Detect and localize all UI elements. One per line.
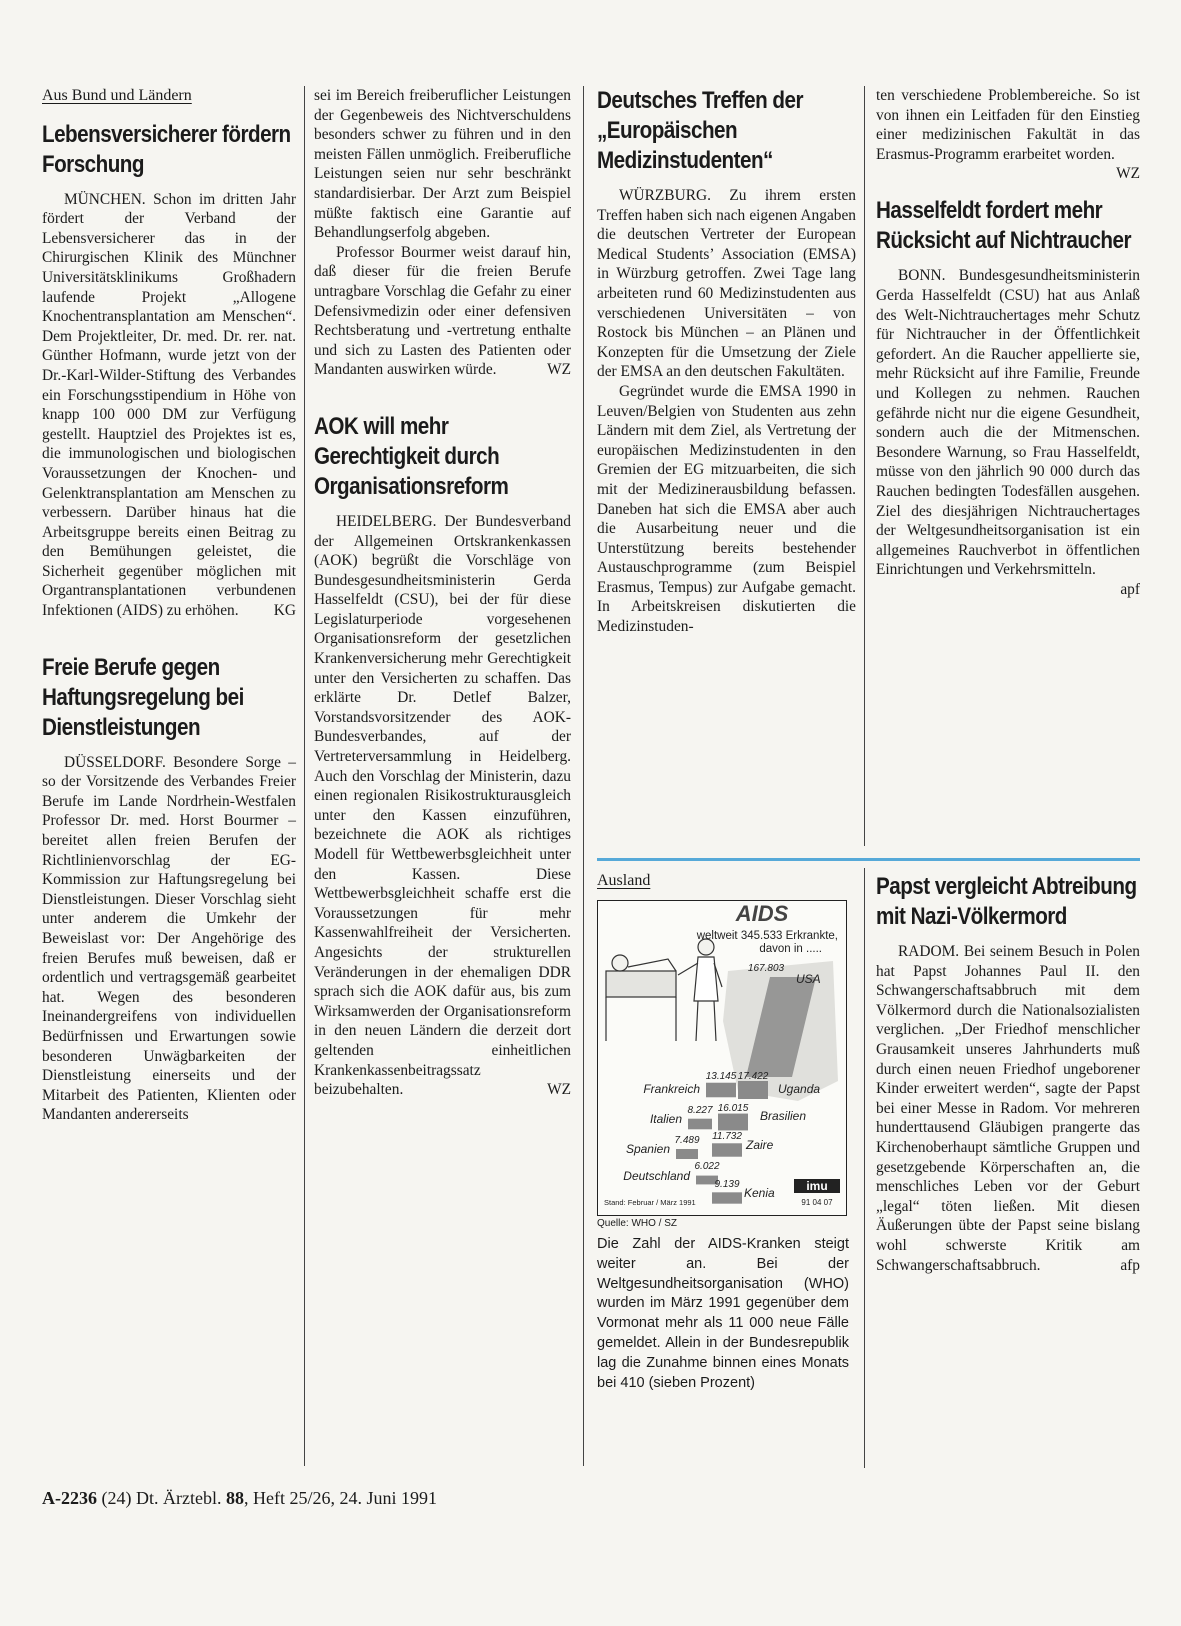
headline-medizinstudenten: Deutsches Treffen der „Europäischen Medizinstudenten“ [597, 87, 803, 174]
headline-aok: AOK will mehr Gerechtigkeit durch Organisationsreform [314, 412, 509, 500]
journal-volume: 88 [225, 1488, 244, 1508]
logo-text: imu [806, 1179, 828, 1193]
signature: WZ [547, 361, 571, 379]
signature: WZ [547, 1081, 571, 1099]
section-label: Aus Bund und Ländern [42, 87, 192, 104]
value-label-spanien: 7.489 [674, 1135, 700, 1146]
article-paragraph: MÜNCHEN. Schon im dritten Jahr fördert der Verband der Lebensversicherer das in der Chirurgischen Klinik des Münchner Universitätsklinikums Großhadern laufende Projekt „Allogene Knochentransplantation am Menschen“. Dem Projektleiter, Dr. med. Dr. rer. nat. Günther Hofmann, wurde jetzt von der Dr.-Karl-Wilder-Stiftung des Verbandes ein Forschungsstipendium in Höhe von knapp 100 000 DM zur Verfügung gestellt. Hauptziel des Projektes ist es, die immunologischen und biologischen Voraussetzungen der Knochen- und Gelenktransplantation am Menschen zu verbessern. Darüber hinaus hat die Arbeitsgruppe bereits einen Beitrag zu den Bemühungen geleistet, die Sicherheit gegenüber möglichen mit Organtransplantationen verbundenen Infektionen (AIDS) zu erhöhen. KG [42, 190, 296, 620]
value-label-italien: 8.227 [687, 1105, 713, 1116]
column-4 [876, 86, 1140, 599]
section-label-ausland: Ausland [597, 872, 651, 889]
article-paragraph: WÜRZBURG. Zu ihrem ersten Treffen haben sich nach eigenen Angaben die deutschen Vertreter der European Medical Students’ Association (EMSA) in Würzburg getroffen. Zwei Tage lang arbeiteten rund 60 Medizinstudenten aus verschiedenen Universitäten – von Rostock bis München – an Plänen und Konzepten für die Umsetzung der Ziele der EMSA an den deutschen Fakultäten. [597, 187, 856, 381]
column-rule-2 [583, 86, 584, 1466]
bar-uganda [738, 1081, 768, 1099]
bar-zaire [712, 1143, 742, 1156]
column-rule-1 [304, 86, 305, 1466]
article-paragraph: DÜSSELDORF. Besondere Sorge – so der Vorsitzende des Verbandes Freier Berufe im Lande Nordrhein-Westfalen Professor Dr. med. Horst Bourmer – bereitet allen freien Berufen der Richtlinienvorschlag der EG-Kommission zur Haftungsregelung bei Dienstleistungen. Dieser Vorschlag sieht unter anderem die Umkehr der Beweislast vor: Der Angehörige des freien Berufes muß beweisen, daß er ordentlich und vertragsgemäß gearbeitet hat. Wegen des besonderen Ineinandergreifens von individuellen Bedürfnissen und Erwartungen sowie besonderen Unwägbarkeiten der Dienstleistung einerseits und der Mitarbeit des Patienten, Klienten oder Mandanten andererseits [42, 753, 296, 1124]
chart-subtitle-line-2: davon in ..... [759, 943, 822, 955]
headline-hasselfeldt: Hasselfeldt fordert mehr Rücksicht auf Nichtraucher [876, 197, 1131, 255]
column-2 [314, 86, 571, 1100]
section-divider [597, 858, 1140, 861]
bar-spanien [676, 1149, 698, 1159]
column-rule-4 [864, 868, 865, 1468]
signature: KG [273, 602, 296, 620]
category-label-spanien: Spanien [625, 1142, 670, 1156]
category-label-zaire: Zaire [746, 1138, 774, 1152]
chart-stand: Stand: Februar / März 1991 [604, 1198, 696, 1207]
headline-freie-berufe: Freie Berufe gegen Haftungsregelung bei Dienstleistungen [42, 653, 244, 741]
article-paragraph: BONN. Bundesgesundheitsministerin Gerda Hasselfeldt (CSU) hat aus Anlaß des Welt-Nichtrauchertages mehr Schutz für Nichtraucher in der Öffentlichkeit gefordert. An die Raucher appellierte sie, mehr Rücksicht auf ihre Familie, Freunde und Kollegen zu nehmen. Rauchen gefährde nicht nur die eigene Gesundheit, sondern auch die der Mitmenschen. Besondere Warnung, so Frau Hasselfeldt, müsse von den jährlich 90 000 durch das Rauchen bedingten Todesfällen ausgehen. Ziel des diesjährigen Nichtrauchertages der Weltgesundheitsorganisation ist ein allgemeines Rauchverbot in öffentlichen Einrichtungen und Verkehrsmitteln. apf [876, 267, 1140, 598]
value-label-usa: 167.803 [747, 963, 785, 974]
column-rule-3 [864, 86, 865, 846]
article-paragraph: sei im Bereich freiberuflicher Leistungen der Gegenbeweis des Nichtverschuldens besonders schwer zu führen und in den meisten Fällen unmöglich. Freiberufliche Leistungen seien nur sehr beschränkt standardisierbar. Der Arzt zum Beispiel müßte faktisch eine Garantie auf Behandlungserfolg abgeben. [314, 87, 571, 242]
category-label-kenia: Kenia [744, 1186, 775, 1200]
headline-lebensversicherer: Lebensversicherer fördern Forschung [42, 120, 291, 178]
bar-italien [688, 1119, 712, 1130]
illustration-patient-doctor [606, 939, 722, 1041]
ausland-section [597, 872, 856, 1393]
article-paragraph: Professor Bourmer weist darauf hin, daß dieser für die freien Berufe untragbare Vorschlag die Gefahr zu einer Defensivmedizin oder einer defensiven Rechtsberatung und -vertretung enthalte und sich zu Lasten des Patienten oder Mandanten auswirken würde. WZ [314, 243, 571, 379]
value-label-uganda: 17.422 [737, 1071, 769, 1082]
chart-source: Quelle: WHO / SZ [597, 1218, 678, 1229]
category-label-uganda: Uganda [778, 1082, 821, 1096]
value-label-kenia: 9.139 [714, 1179, 740, 1190]
category-label-brasilien: Brasilien [760, 1109, 807, 1123]
category-label-usa: USA [796, 972, 821, 986]
bar-kenia [712, 1192, 742, 1203]
category-label-italien: Italien [649, 1112, 682, 1126]
category-label-deutschland: Deutschland [623, 1169, 690, 1183]
column-4-lower [876, 872, 1140, 1275]
journal-issue: , Heft 25/26, 24. Juni 1991 [243, 1488, 437, 1508]
column-3 [597, 86, 856, 637]
chart-title: AIDS [735, 901, 789, 926]
column-1 [42, 86, 296, 1125]
headline-papst: Papst vergleicht Abtreibung mit Nazi-Völkermord [876, 873, 1137, 930]
signature: WZ [1116, 165, 1140, 183]
aids-chart [597, 900, 847, 1216]
signature: afp [1120, 1256, 1140, 1274]
bar-brasilien [718, 1114, 748, 1131]
chart-caption: Die Zahl der AIDS-Kranken steigt weiter an. Bei der Weltgesundheitsorganisation (WHO) wurden im März 1991 gegenüber dem Vormonat mehr als 11 000 neue Fälle gemeldet. Allein in der Bundesrepublik lag die Zunahme binnen eines Monats bei 410 (sieben Prozent) [597, 1236, 849, 1391]
logo-code: 91 04 07 [801, 1198, 833, 1207]
signature: apf [1120, 580, 1140, 598]
value-label-frankreich: 13.145 [705, 1071, 737, 1082]
aids-chart-svg [598, 901, 846, 1215]
article-paragraph: RADOM. Bei seinem Besuch in Polen hat Papst Johannes Paul II. den Schwangerschaftsabbruch mit dem Völkermord durch die Nationalsozialisten verglichen. „Der Friedhof menschlicher Grausamkeit unseres Jahrhunderts muß durch einen neuen Friedhof ungeborener Kinder erweitert werden“, sagte der Papst bei einer Messe in Radom. Vor mehreren hunderttausend Gläubigen prangerte das Kirchenoberhaupt sämtliche Gruppen und gesetzgebende Körperschaften an, die menschliches Leben vor der Geburt „legal“ töten ließen. Mit diesen Äußerungen übte der Papst seine bislang wohl schwerste Kritik am Schwangerschaftsabbruch. afp [876, 943, 1140, 1274]
bar-frankreich [706, 1083, 736, 1098]
journal-name: (24) Dt. Ärztebl. [101, 1488, 222, 1508]
page-footer [42, 1488, 437, 1509]
article-paragraph: HEIDELBERG. Der Bundesverband der Allgemeinen Ortskrankenkassen (AOK) begrüßt die Vorschläge von Bundesgesundheitsministerin Gerda Hasselfeldt (CSU), bei der für diese Legislaturperiode vorgesehenen Organisationsreform der gesetzlichen Krankenversicherung mehr Gerechtigkeit unter den Versicherten zu schaffen. Das erklärte Dr. Detlef Balzer, Vorstandsvorsitzender des AOK-Bundesverbandes, auf der Vertreterversammlung in Heidelberg. Auch den Vorschlag der Ministerin, dazu einen regionalen Risikostrukturausgleich unter den Kassen einzuführen, bezeichnete die AOK als richtiges Modell für Wettbewerbsgleichheit unter den Kassen. Diese Wettbewerbsgleichheit schaffe erst die Voraussetzungen für mehr Kassenwahlfreiheit der Versicherten. Angesichts der strukturellen Veränderungen in der ehemaligen DDR sprach sich die AOK dafür aus, bis zum Wirksamwerden der Organisationsreform in den neuen Ländern die derzeit dort geltenden einheitlichen Krankenkassenbeitragssatz beizubehalten. WZ [314, 512, 571, 1099]
value-label-zaire: 11.732 [712, 1131, 742, 1142]
value-label-brasilien: 16.015 [717, 1103, 749, 1114]
article-paragraph: ten verschiedene Problembereiche. So ist von ihnen ein Leitfaden für den Einstieg einer medizinischen Fakultät in das Erasmus-Programm erarbeitet worden. WZ [876, 87, 1140, 183]
category-label-frankreich: Frankreich [643, 1082, 700, 1096]
value-label-deutschland: 6.022 [694, 1161, 720, 1172]
chart-subtitle-line-1: weltweit 345.533 Erkrankte, [696, 930, 838, 942]
page-number: A-2236 [42, 1488, 97, 1508]
article-paragraph: Gegründet wurde die EMSA 1990 in Leuven/Belgien von Studenten aus zehn Ländern mit dem Ziel, als Vertretung der europäischen Medizinstudenten in den Gremien der EG mitzuarbeiten, die sich mit der Medizinerausbildung befassen. Daneben hat sich die EMSA aber auch die Ausarbeitung neuer und die Unterstützung bereits bestehender Austauschprogramme (zum Beispiel Erasmus, Tempus) zur Aufgabe gemacht. In Arbeitskreisen diskutierten die Medizinstuden- [597, 382, 856, 636]
